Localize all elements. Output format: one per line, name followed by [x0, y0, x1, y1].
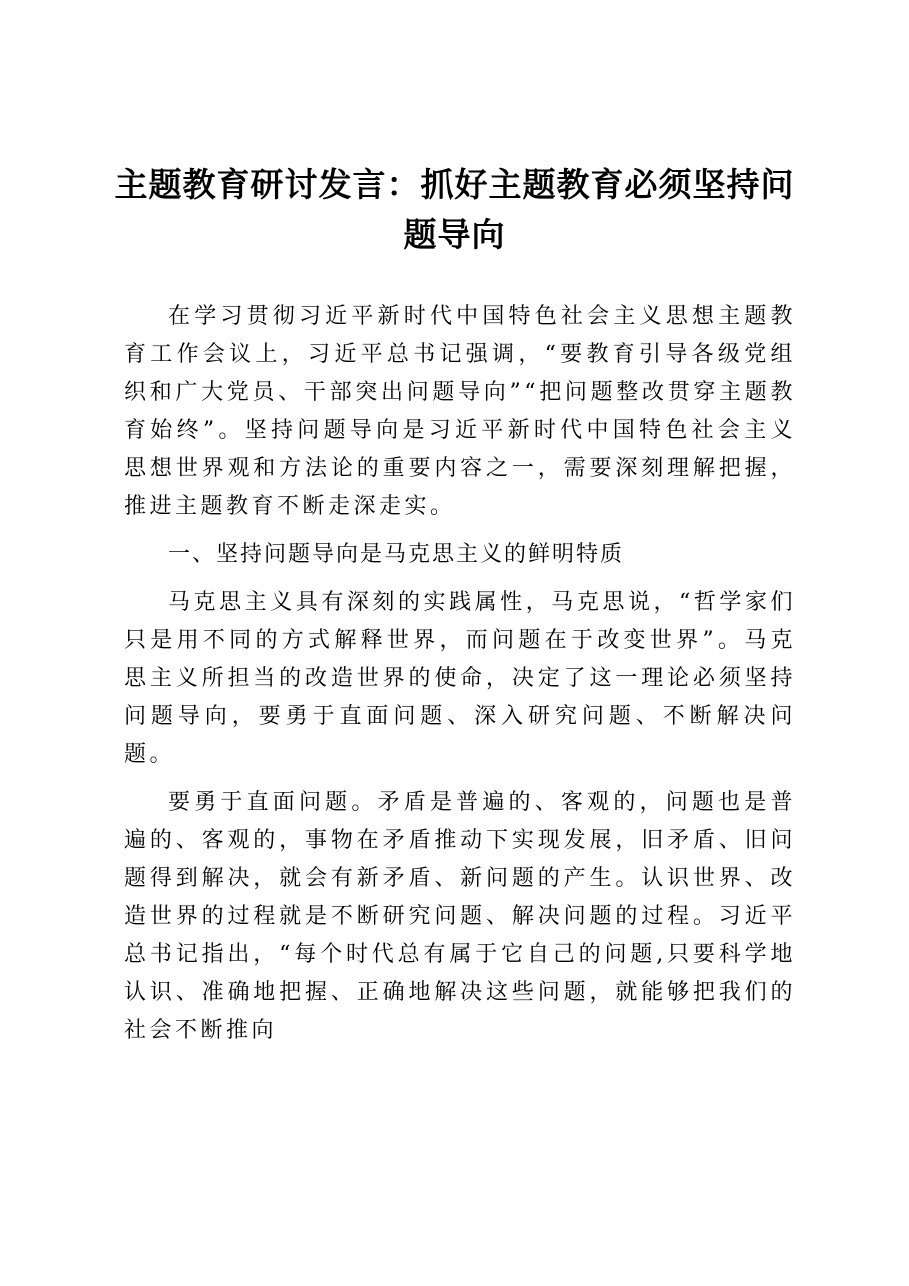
paragraph-marxism-practice: 马克思主义具有深刻的实践属性，马克思说，“哲学家们只是用不同的方式解释世界，而问题在于改变世界”。马克思主义所担当的改造世界的使命，决定了这一理论必须坚持问题导向，要勇于直面问题、深入研究问题、不断解决问题。 — [124, 590, 796, 767]
section-heading-1: 一、坚持问题导向是马克思主义的鲜明特质 — [168, 542, 625, 567]
paragraph-face-problems: 要勇于直面问题。矛盾是普遍的、客观的，问题也是普遍的、客观的，事物在矛盾推动下实现发展，旧矛盾、旧问题得到解决，就会有新矛盾、新问题的产生。认识世界、改造世界的过程就是不断研究问题、解决问题的过程。习近平总书记指出，“每个时代总有属于它自己的问题,只要科学地认识、准确地把握、正确地解决这些问题，就能够把我们的社会不断推向 — [124, 790, 796, 1043]
document-body — [124, 298, 796, 1060]
paragraph-intro: 在学习贯彻习近平新时代中国特色社会主义思想主题教育工作会议上，习近平总书记强调，“要教育引导各级党组织和广大党员、干部突出问题导向”“把问题整改贯穿主题教育始终”。坚持问题导向是习近平新时代中国特色社会主义思想世界观和方法论的重要内容之一，需要深刻理解把握，推进主题教育不断走深走实。 — [124, 304, 796, 519]
document-title: 主题教育研讨发言：抓好主题教育必须坚持问题导向 — [114, 165, 795, 254]
